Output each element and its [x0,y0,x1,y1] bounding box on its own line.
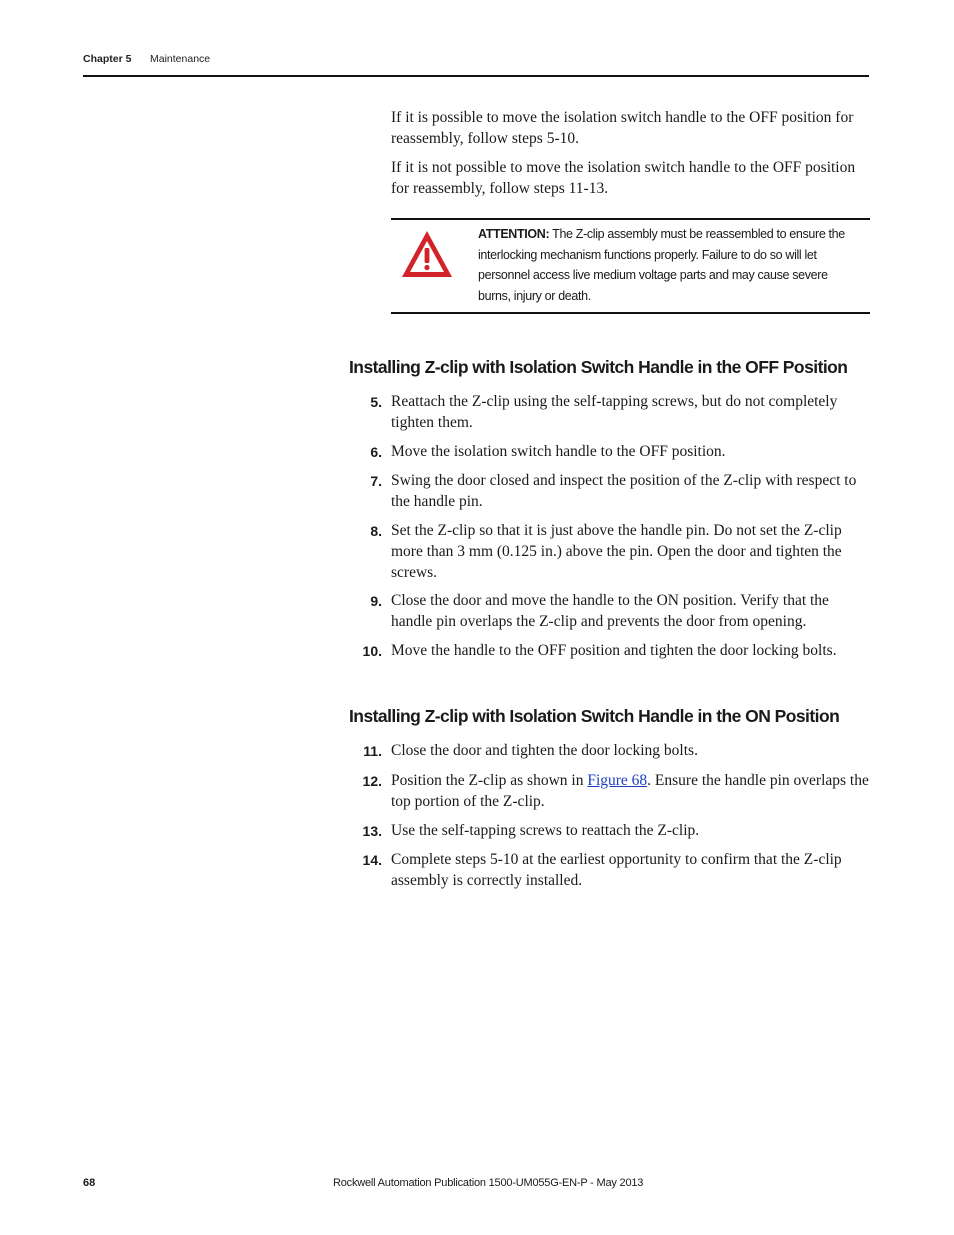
step-text: Move the handle to the OFF position and tighten the door locking bolts. [391,642,837,659]
step-number: 13. [362,823,382,839]
step-number: 8. [370,523,382,539]
step-text: Reattach the Z-clip using the self-tapping screws, but do not completely tighten them. [391,393,838,431]
step-text: Use the self-tapping screws to reattach the Z-clip. [391,822,700,839]
step-number: 9. [370,593,382,609]
step-10 [349,640,869,661]
section-heading-on: Installing Z-clip with Isolation Switch Handle in the ON Position [349,706,840,726]
step-11 [349,740,869,761]
step-14 [349,849,869,891]
attention-label: ATTENTION: [478,227,550,241]
chapter-label: Chapter 5 [83,53,132,65]
step-number: 11. [363,743,382,759]
section-heading-off: Installing Z-clip with Isolation Switch Handle in the OFF Position [349,357,848,377]
step-text: Close the door and move the handle to the ON position. Verify that the handle pin overlaps the Z-clip and prevents the door from opening. [391,592,829,630]
step-text: Close the door and tighten the door locking bolts. [391,742,698,759]
warning-triangle-icon [399,228,455,280]
step-9 [349,590,869,632]
running-header [83,53,211,65]
step-7 [349,470,869,512]
step-text-before-link: Position the Z-clip as shown in [391,772,588,789]
section-label: Maintenance [150,53,211,65]
page-number: 68 [83,1177,96,1189]
step-text: Move the isolation switch handle to the OFF position. [391,443,726,460]
figure-68-link[interactable]: Figure 68 [587,772,648,789]
attention-top-rule [391,218,870,220]
step-text [391,770,869,812]
step-text: Swing the door closed and inspect the position of the Z-clip with respect to the handle pin. [391,472,857,510]
attention-message [478,224,850,306]
step-text-after-link: . Ensure the handle pin overlaps the top portion of the Z-clip. [391,772,869,810]
step-6 [349,441,869,462]
step-number: 10. [362,643,382,659]
intro-paragraph-2: If it is not possible to move the isolation switch handle to the OFF position for reassembly, follow steps 11-13. [391,159,856,197]
step-text: Complete steps 5-10 at the earliest opportunity to confirm that the Z-clip assembly is correctly installed. [391,851,842,889]
attention-body: The Z-clip assembly must be reassembled to ensure the interlocking mechanism functions properly. Failure to do so will let personnel access live medium voltage parts and may cause severe burns, injury or death. [478,227,845,303]
step-8 [349,520,869,583]
step-number: 7. [370,473,382,489]
step-number: 12. [362,773,382,789]
step-13 [349,820,869,841]
step-number: 6. [370,444,382,460]
step-text: Set the Z-clip so that it is just above the handle pin. Do not set the Z-clip more than 3 mm (0.125 in.) above the pin. Open the door and tighten the screws. [391,522,842,581]
intro-paragraph-1: If it is possible to move the isolation switch handle to the OFF position for reassembly, follow steps 5-10. [391,109,854,147]
step-12 [349,770,869,812]
publication-footer: Rockwell Automation Publication 1500-UM055G-EN-P - May 2013 [333,1177,644,1189]
attention-bottom-rule [391,312,870,314]
header-divider [83,75,869,77]
step-5 [349,391,869,433]
step-number: 14. [362,852,382,868]
step-number: 5. [370,394,382,410]
